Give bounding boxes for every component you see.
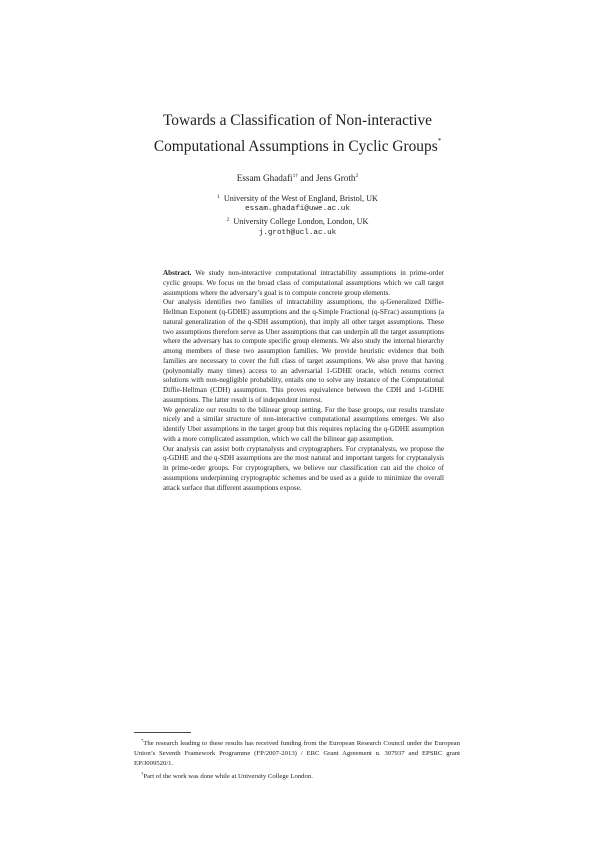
- affiliations: [100, 192, 495, 239]
- abstract-paragraph: We generalize our results to the bilinear group setting. For the base groups, our results translate nicely and a similar structure of non-interactive computational assumptions emerges. We also identify Uber assumptions in the target group but this requires replacing the q-GDHE assumption with a more complicated assumption, which we call the bilinear gap assumption.: [163, 405, 444, 443]
- abstract-label: Abstract.: [163, 269, 192, 277]
- title-line-1: Towards a Classification of Non-interactive: [162, 112, 433, 129]
- paper-title: [100, 111, 495, 157]
- author-name: Jens Groth: [315, 173, 356, 183]
- abstract-paragraph: Our analysis identifies two families of intractability assumptions, the q-Generalized Diffie-Hellman Exponent (q-GDHE) assumptions and the q-Simple Fractional (q-SFrac) assumptions (a natural generalization of the q-SDH assumption), that imply all other target assumptions. These two assumptions therefore serve as Uber assumptions that can underpin all the target assumptions where the adversary has to compute specific group elements. We also study the internal hierarchy among members of these two assumption families. We provide heuristic evidence that both families are necessary to cover the full class of target assumptions. We also prove that having (polynomially many times) access to an adversarial 1-GDHE oracle, which returns correct solutions with non-negligible probability, entails one to solve any instance of the Computational Diffie-Hellman (CDH) assumption. This proves equivalence between the CDH and 1-GDHE assumptions. The latter result is of independent interest.: [163, 298, 444, 404]
- abstract-paragraph: [163, 269, 444, 298]
- footnote-text: Part of the work was done while at University College London.: [143, 772, 313, 780]
- title-line-2: [100, 131, 495, 157]
- affiliation: [100, 215, 495, 227]
- footnote: [134, 736, 460, 769]
- footnote-rule: [134, 732, 191, 733]
- affiliation-number: 2: [226, 217, 230, 224]
- abstract-paragraph-text: We study non-interactive computational intractability assumptions in prime-order cyclic groups. We focus on the broad class of computational assumptions which we call target assumptions where the adversary’s goal is to compute concrete group elements.: [163, 269, 445, 297]
- author-conjunction: and: [300, 173, 314, 183]
- footnote: [134, 769, 460, 782]
- affiliation-email[interactable]: essam.ghadafi@uwe.ac.uk: [245, 205, 350, 214]
- affiliation: [100, 192, 495, 204]
- footnote-mark: *: [141, 738, 144, 743]
- abstract-paragraph: Our analysis can assist both cryptanalysts and cryptographers. For cryptanalysts, we propose the q-GDHE and the q-SDH assumptions are the most natural and important targets for cryptanalysis in prime-order groups. For cryptographers, we believe our classification can aid the choice of assumptions underpinning cryptographic schemes and be used as a guide to minimize the overall attack surface that different assumptions expose.: [163, 444, 444, 492]
- abstract: [163, 269, 444, 493]
- footnotes: [134, 736, 460, 782]
- footnote-text: The research leading to these results has received funding from the European Research Council under the European Union’s Seventh Framework Programme (FP/2007-2013) / ERC Grant Agreement n. 307937 and EPSRC grant EP/J009520/1.: [134, 740, 460, 767]
- author-list: [100, 170, 495, 184]
- footnote-mark: †: [141, 770, 144, 776]
- title-footnote-mark: *: [437, 137, 442, 145]
- affiliation-number: 1: [217, 194, 220, 200]
- affiliation-email[interactable]: j.groth@ucl.ac.uk: [258, 228, 337, 237]
- affiliation-name: University College London, London, UK: [233, 217, 369, 227]
- author-marks: 2: [355, 173, 359, 179]
- author-marks: 1†: [292, 173, 299, 179]
- affiliation-name: University of the West of England, Bristol, UK: [223, 194, 378, 203]
- title-line-2-text: Computational Assumptions in Cyclic Groups: [153, 138, 438, 155]
- author-name: Essam Ghadafi: [236, 173, 293, 183]
